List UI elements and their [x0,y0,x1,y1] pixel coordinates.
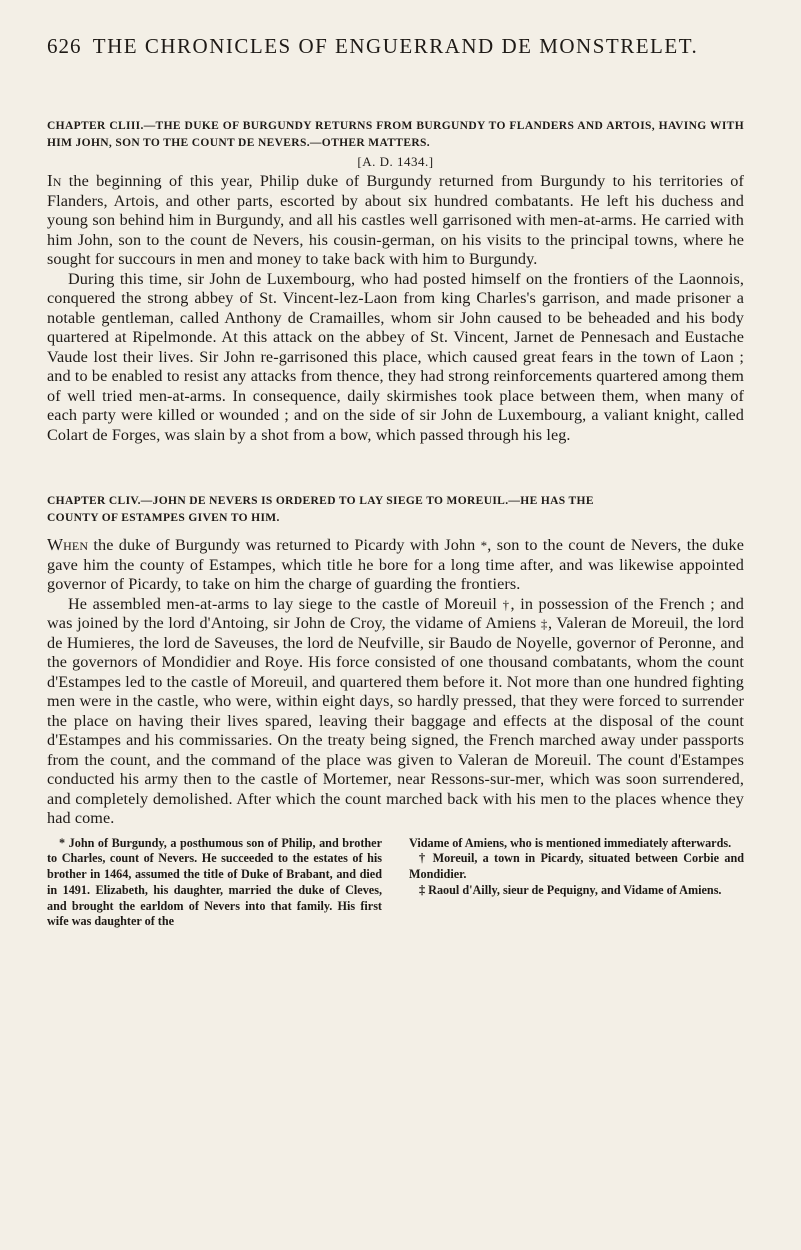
paragraph [47,535,744,595]
paragraph-text: the beginning of this year, Philip duke of Burgundy returned from Burgundy to his territories of Flanders, Artois, and other parts, escorted by about six hundred combatants. He left his duchess and young son behind him in Burgundy, and all his castles well garrisoned with men-at-arms. He carried with him John, son to the count de Nevers, his cousin-german, on his visits to the principal towns, where he sought for succours in men and money to take back with him to Burgundy. [47,172,744,268]
paragraph: During this time, sir John de Luxembourg, who had posted himself on the frontiers of the Laonnois, conquered the strong abbey of St. Vincent-lez-Laon from king Charles's garrison, and made prisoner a notable gentleman, called Anthony de Cramailles, whom sir John caused to be beheaded and his body quartered at Ripelmonde. At this attack on the abbey of St. Vincent, Jarnet de Pennesach and Eustache Vaude lost their lives. Sir John re-garrisoned this place, which caused great fears in the town of Laon ; and to be enabled to resist any attacks from thence, they had strong reinforcements quartered among them of well tried men-at-arms. In consequence, daily skirmishes took place between them, when many of each party were killed or wounded ; and on the side of sir John de Luxembourg, a valiant knight, called Colart de Forges, was slain by a shot from a bow, which passed through his leg. [47,269,744,444]
page-number: 626 [47,34,82,58]
footnote: Vidame of Amiens, who is mentioned immediately afterwards. [409,835,732,850]
footnote-column-right [409,836,744,931]
paragraph-text: , in possession of the French ; and was joined by the lord d'Antoing, sir John de Croy, the vidame of Amiens [47,594,744,632]
chapter-heading-line: COUNTY OF ESTAMPES GIVEN TO HIM. [47,512,280,524]
paragraph-lead-word: In [47,171,62,190]
paragraph-text: , son to the count de Nevers, the duke gave him the county of Estampes, which title he bore for a long time after, and was likewise appointed governor of Picardy, to take on him the charge of guarding the frontiers. [47,536,744,593]
footnote-mark: † [502,596,511,612]
footnotes [47,836,744,931]
paragraph [47,595,744,829]
footnote-mark: ‡ [540,616,548,631]
footnote-column-left [47,836,382,931]
chapter-154 [47,493,744,829]
footnote: ‡ Raoul d'Ailly, sieur de Pequigny, and Vidame of Amiens. [419,882,722,897]
paragraph-text: , Valeran de Moreuil, the lord de Humieres, the lord de Saveuses, the lord de Neufville, sir Baudo de Noyelle, governor of Peronne, and the governors of Mondidier and Roye. His force consisted of one thousand combatants, whom the count d'Estampes led to the castle of Moreuil, and quartered them before it. Not more than one hundred fighting men were in the castle, who were, within eight days, so hardly pressed, that they were forced to surrender the place on having their lives spared, leaving their baggage and effects at the disposal of the count d'Estampes and his commissaries. On the treaty being signed, the French marched away under passports from the count, and the command of the place was given to Valeran de Moreuil. The count d'Estampes conducted his army then to the castle of Mortemer, near Ressons-sur-mer, which was soon surrendered, and completely demolished. After which the count marched back with his men to the places whence they had come. [47,614,744,827]
paragraph-lead-word: When [47,535,89,554]
chapter-heading: CHAPTER CLIII.—THE DUKE OF BURGUNDY RETURNS FROM BURGUNDY TO FLANDERS AND ARTOIS, HAVING WITH HIM JOHN, SON TO THE COUNT DE NEVERS.—OTHER MATTERS. [47,120,744,149]
footnote: † Moreuil, a town in Picardy, situated between Corbie and Mondidier. [409,851,744,882]
chapter-153 [47,118,744,445]
date-line: [A. D. 1434.] [357,154,434,169]
chapter-heading [47,493,744,527]
footnote: * John of Burgundy, a posthumous son of Philip, and brother to Charles, count of Nevers. He succeeded to the estates of his brother in 1464, assumed the title of Duke of Brabant, and died in 1491. Elizabeth, his daughter, married the duke of Cleves, and brought the earldom of Nevers into that family. His first wife was daughter of the [47,835,382,929]
chapter-heading-line: CHAPTER CLIV.—JOHN DE NEVERS IS ORDERED TO LAY SIEGE TO MOREUIL.—HE HAS THE [47,495,594,507]
paragraph [47,171,744,270]
paragraph-text: the duke of Burgundy was returned to Picardy with John [88,536,481,554]
running-title: THE CHRONICLES OF ENGUERRAND DE MONSTRELET. [92,34,699,58]
running-head [47,32,744,60]
paragraph-text: He assembled men-at-arms to lay siege to the castle of Moreuil [68,594,503,613]
footnote-mark: * [480,538,488,553]
